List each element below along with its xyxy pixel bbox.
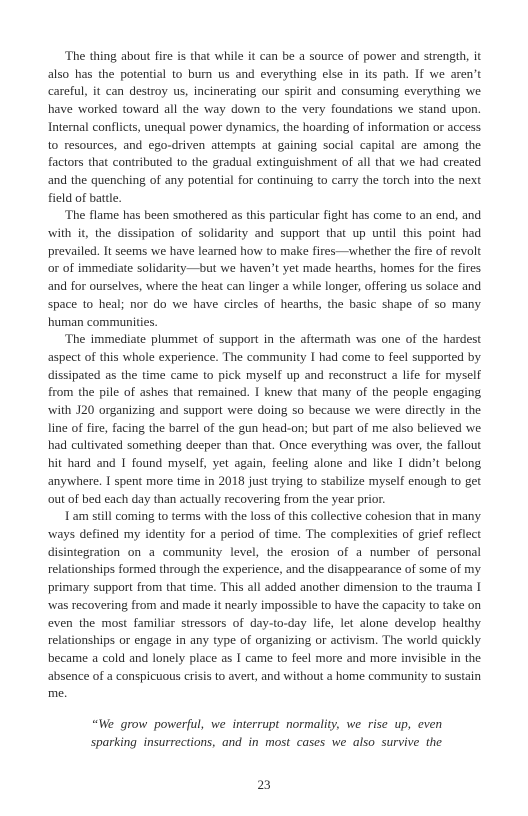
body-paragraph-1: The thing about fire is that while it can be a source of power and strength, it also has the potential to burn us and everything else in its path. If we aren’t careful, it can destroy us, incinerating our spirit and consuming everything we have worked toward all the way down to the very foundations we stand upon. Internal conflicts, unequal power dynamics, the hoarding of information or access to resources, and ego-driven attempts at gaining social capital are among the factors that contributed to the gradual extinguishment of all that we had created and the quenching of any potential for continuing to carry the torch into the next field of battle. (48, 48, 481, 205)
page-body (48, 47, 481, 750)
block-quote: “We grow powerful, we interrupt normality, we rise up, even sparking insurrections, and in most cases we also survive the (91, 716, 442, 749)
body-paragraph-2: The flame has been smothered as this particular fight has come to an end, and with it, the dissipation of solidarity and support that up until this point had prevailed. It seems we have learned how to make fires—whether the fire of revolt or of immediate solidarity—but we haven’t yet made hearths, homes for the fires and for ourselves, where the heat can linger a while longer, offering us solace and space to heal; nor do we have circles of hearths, the basic shape of so many human communities. (48, 207, 481, 329)
page-number: 23 (257, 777, 271, 792)
body-paragraph-4: I am still coming to terms with the loss of this collective cohesion that in many ways defined my identity for a period of time. The complexities of grief reflect disintegration on a community level, the erosion of a number of personal relationships formed through the experience, and the disappearance of some of my primary support from that time. This all added another dimension to the trauma I was recovering from and made it nearly impossible to have the capacity to take on even the most familiar stressors of day-to-day life, let alone develop healthy relationships or engage in any type of organizing or activism. The world quickly became a cold and lonely place as I came to feel more and more invisible in the absence of a conspicuous crisis to avert, and without a home community to sustain me. (48, 508, 481, 701)
body-paragraph-3: The immediate plummet of support in the aftermath was one of the hardest aspect of this whole experience. The community I had come to feel supported by dissipated as the time came to pick myself up and reconstruct a life for myself from the pile of ashes that remained. I knew that many of the people engaging with J20 organizing and support were doing so because we were directly in the line of fire, facing the barrel of the gun head-on; but part of me also believed we had cultivated something deeper than that. Once everything was over, the fallout hit hard and I found myself, yet again, feeling alone and like I didn’t belong anywhere. I spent more time in 2018 just trying to stabilize myself enough to get out of bed each day than actually recovering from the year prior. (48, 331, 481, 506)
